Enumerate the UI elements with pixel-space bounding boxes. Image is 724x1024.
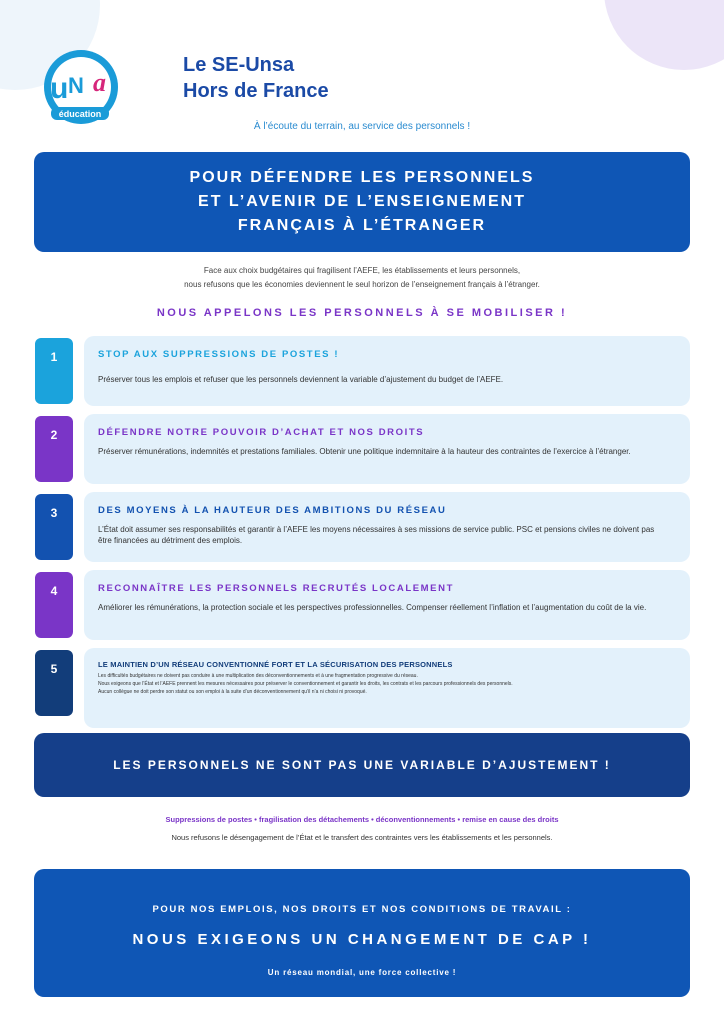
item-text-1: Préserver tous les emplois et refuser que les personnels deviennent la variable d’ajustement du budget de l’AEFE. bbox=[98, 375, 504, 384]
item-card-1 bbox=[84, 336, 690, 406]
item-title-1: STOP AUX SUPPRESSIONS DE POSTES ! bbox=[98, 349, 340, 360]
svg-text:u: u bbox=[50, 72, 69, 105]
item-card-4 bbox=[84, 570, 690, 640]
brand-title bbox=[183, 52, 329, 104]
item-number-1 bbox=[35, 338, 73, 404]
item-title-3: DES MOYENS À LA HAUTEUR DES AMBITIONS DU RÉSEAU bbox=[98, 505, 447, 516]
item-number-3-label: 3 bbox=[50, 506, 58, 520]
item-text-3: L’État doit assumer ses responsabilités et garantir à l’AEFE les moyens nécessaires à ses missions de service public. PSC et pensions civiles ne doivent pas être financées au détriment des emplois. bbox=[98, 525, 655, 545]
item-text-5-line2: Nous exigeons que l’État et l’AEFE prennent les mesures nécessaires pour préserver le conventionnement et garantir les droits, les contrats et les parcours professionnels des personnels. bbox=[98, 681, 513, 687]
item-title-5: LE MAINTIEN D’UN RÉSEAU CONVENTIONNÉ FORT ET LA SÉCURISATION DES PERSONNELS bbox=[98, 660, 453, 669]
main-title-line2: ET L’AVENIR DE L’ENSEIGNEMENT bbox=[198, 193, 526, 210]
item-number-2 bbox=[35, 416, 73, 482]
main-title-banner bbox=[34, 152, 690, 252]
item-number-1-label: 1 bbox=[50, 350, 58, 364]
item-card-5 bbox=[84, 648, 690, 728]
item-title-2: DÉFENDRE NOTRE POUVOIR D’ACHAT ET NOS DROITS bbox=[98, 427, 425, 438]
item-text-5-line1: Les difficultés budgétaires ne doivent pas conduire à une multiplication des déconventionnements et à une fragmentation progressive du réseau. bbox=[98, 673, 418, 679]
svg-text:N: N bbox=[68, 73, 84, 98]
tagline: À l’écoute du terrain, au service des personnels ! bbox=[253, 121, 471, 132]
intro-text bbox=[0, 264, 724, 292]
mobilisation-call: NOUS APPELONS LES PERSONNELS À SE MOBILISER ! bbox=[156, 307, 568, 319]
main-title-line1: POUR DÉFENDRE LES PERSONNELS bbox=[189, 169, 535, 186]
demand-banner bbox=[34, 869, 690, 997]
brand-title-line2: Hors de France bbox=[183, 80, 329, 102]
item-text-5 bbox=[98, 672, 678, 696]
item-number-4 bbox=[35, 572, 73, 638]
issues-list: Suppressions de postes • fragilisation des détachements • déconventionnements • remise en cause des droits bbox=[165, 815, 559, 824]
item-number-5 bbox=[35, 650, 73, 716]
demand-line3: Un réseau mondial, une force collective ! bbox=[267, 968, 457, 977]
demand-line1: POUR NOS EMPLOIS, NOS DROITS ET NOS CONDITIONS DE TRAVAIL : bbox=[152, 904, 572, 915]
item-card-3 bbox=[84, 492, 690, 562]
item-card-2 bbox=[84, 414, 690, 484]
item-title-4: RECONNAÎTRE LES PERSONNELS RECRUTÉS LOCALEMENT bbox=[98, 583, 454, 594]
demand-line2: NOUS EXIGEONS UN CHANGEMENT DE CAP ! bbox=[132, 931, 592, 948]
variable-banner bbox=[34, 733, 690, 797]
item-number-5-label: 5 bbox=[50, 662, 58, 676]
variable-banner-text: LES PERSONNELS NE SONT PAS UNE VARIABLE D’AJUSTEMENT ! bbox=[113, 758, 611, 772]
item-text-2: Préserver rémunérations, indemnités et prestations familiales. Obtenir une politique indemnitaire à la hauteur des contraintes de l’exercice à l’étranger. bbox=[98, 447, 631, 456]
decorative-circle-right bbox=[604, 0, 724, 70]
item-text-5-line3: Aucun collègue ne doit perdre son statut ou son emploi à la suite d’un déconventionnement qu’il n’a ni choisi ni provoqué. bbox=[98, 689, 367, 695]
main-title-line3: FRANÇAIS À L’ÉTRANGER bbox=[237, 217, 487, 234]
intro-line2: nous refusons que les économies deviennent le seul horizon de l’enseignement français à l’étranger. bbox=[184, 280, 540, 289]
item-number-2-label: 2 bbox=[50, 428, 58, 442]
item-number-3 bbox=[35, 494, 73, 560]
svg-text:a: a bbox=[93, 68, 106, 97]
intro-line1: Face aux choix budgétaires qui fragilisent l’AEFE, les établissements et leurs personnels, bbox=[203, 266, 521, 275]
item-number-4-label: 4 bbox=[50, 584, 58, 598]
refusal-text: Nous refusons le désengagement de l’État et le transfert des contraintes vers les établissements et les personnels. bbox=[171, 833, 553, 842]
item-text-4: Améliorer les rémunérations, la protection sociale et les perspectives professionnelles. Compenser réellement l’inflation et l’augmentation du coût de la vie. bbox=[98, 603, 647, 612]
unsa-education-logo bbox=[41, 41, 128, 128]
svg-text:éducation: éducation bbox=[58, 109, 102, 119]
brand-title-line1: Le SE-Unsa bbox=[183, 54, 295, 76]
